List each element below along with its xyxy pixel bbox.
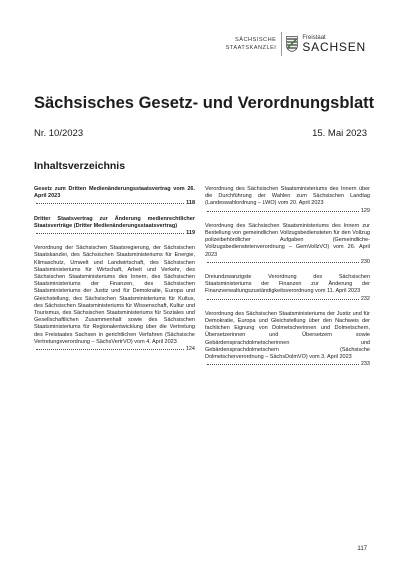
toc-entry bbox=[34, 186, 195, 208]
toc-entry-text: Verordnung der Sächsischen Staatsregierung, der Sächsischen Staatskanzlei, des Sächsischen Staatsministeriums für Energie, Klimaschutz, Umwelt und Landwirtschaft, des Sächsischen Staatsministeriums für Wirtschaft, Arbeit und Verkehr, des Sächsischen Staatsministeriums des Innern, des Sächsischen Staatsministeriums der Finanzen, des Sächsischen Staatsministeriums der Justiz und für Demokratie, Europa und Gleichstellung, des Sächsischen Staatsministeriums für Kultus, des Sächsischen Staatsministeriums für Wissenschaft, Kultur und Tourismus, des Sächsischen Staatsministeriums für Soziales und Gesellschaftlichen Zusammenhalt sowie des Sächsischen Staatsministeriums für Regionalentwicklung über die Vertretung des Freistaates Sachsen in gerichtlichen Verfahren (Sächsische Vertretungsverordnung – SächsVertrVO) vom 4. April 2023 bbox=[34, 245, 195, 345]
publication-title: Sächsisches Gesetz- und Verordnungsblatt bbox=[34, 94, 375, 112]
publisher-header bbox=[226, 32, 366, 56]
toc-entry-page: 232 bbox=[360, 295, 370, 302]
toc-heading: Inhaltsverzeichnis bbox=[34, 160, 126, 172]
toc-entry-page: 233 bbox=[360, 361, 370, 368]
agency-line-2: STAATSKANZLEI bbox=[225, 45, 277, 51]
issue-date: 15. Mai 2023 bbox=[312, 128, 367, 139]
toc-entry-text: Dreiundzwanzigste Verordnung des Sächsischen Staatsministeriums der Finanzen zur Änderung der Finanzverwaltungszuständigkeitsverordnung vom 11. April 2023 bbox=[205, 274, 370, 295]
toc-entry-page: 129 bbox=[360, 207, 370, 214]
toc-entry-text: Verordnung des Sächsischen Staatsministeriums des Innern über die Durchführung der Wahlen zum Sächsischen Landtag (Landeswahlordnung – LWO) vom 20. April 2023 bbox=[205, 186, 370, 207]
toc-right-column bbox=[205, 186, 370, 376]
state-label-big: SACHSEN bbox=[302, 40, 366, 54]
toc-entry bbox=[205, 186, 370, 215]
toc-entry-text: Dritter Staatsvertrag zur Änderung medienrechtlicher Staatsverträge (Dritter Medienänderungsstaatsvertrag) bbox=[34, 215, 195, 229]
toc-entry bbox=[34, 245, 195, 353]
toc-entry-page: 119 bbox=[186, 230, 195, 237]
toc-entry bbox=[205, 274, 370, 303]
toc-entry bbox=[34, 216, 195, 238]
toc-entry-text: Verordnung des Sächsischen Staatsministeriums des Innern zur Bestellung von gemeindlichen Vollzugsbediensteten für den Vollzug polizeibehördlicher Aufgaben (Gemeindliche-Vollzugsbedienstetenverordnung – GemVollzVO) vom 26. April 2023 bbox=[205, 222, 370, 258]
saxony-coat-of-arms-icon bbox=[286, 36, 298, 52]
agency-line-1: SÄCHSISCHE bbox=[235, 37, 277, 43]
state-wordmark bbox=[302, 35, 366, 53]
toc-entry-text: Verordnung des Sächsischen Staatsministeriums der Justiz und für Demokratie, Europa und Gleichstellung über den Nachweis der fachlichen Eignung von Dolmetscherinnen und Dolmetschern, Übersetzerinnen und Übersetzern sowie Gebärdensprachdolmetscherinnen und Gebärdensprachdolmetschern (Sächsische Dolmetscherverordnung – SächsDolmVO) vom 3. April 2023 bbox=[205, 310, 370, 361]
toc-entry-page: 118 bbox=[186, 200, 195, 207]
issue-number: Nr. 10/2023 bbox=[34, 128, 84, 139]
toc-entry-text: Gesetz zum Dritten Medienänderungsstaatsvertrag vom 26. April 2023 bbox=[34, 186, 195, 200]
issue-info bbox=[34, 128, 367, 139]
header-divider bbox=[281, 32, 282, 56]
agency-name bbox=[226, 36, 277, 52]
toc-left-column bbox=[34, 186, 195, 361]
toc-entry-page: 230 bbox=[360, 258, 370, 265]
toc-entry-page: 124 bbox=[185, 346, 195, 353]
state-label-small: Freistaat bbox=[302, 35, 326, 41]
toc-entry bbox=[205, 311, 370, 369]
toc-entry bbox=[205, 223, 370, 266]
page-number: 117 bbox=[357, 546, 367, 552]
